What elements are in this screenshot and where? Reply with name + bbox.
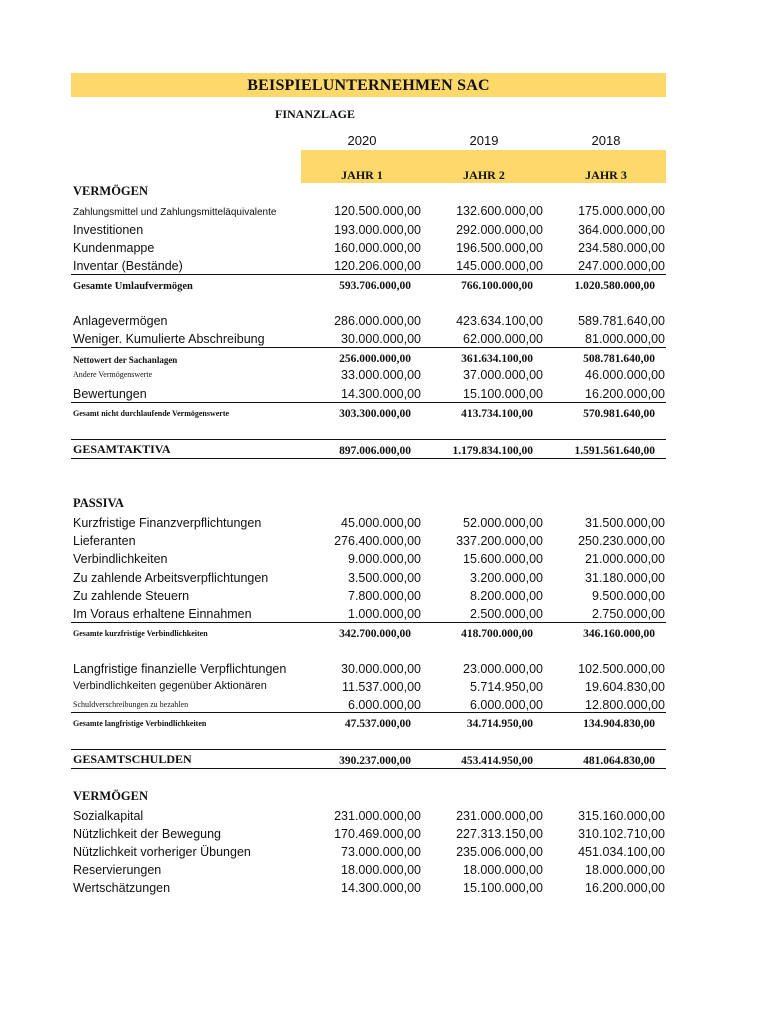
table-row <box>71 604 666 622</box>
value-2019: 337.200.000,00 <box>456 534 543 548</box>
report-title: BEISPIELUNTERNEHMEN SAC <box>71 73 666 97</box>
value-2020: 593.706.000,00 <box>339 280 411 292</box>
value-2018: 234.580.000,00 <box>578 241 665 255</box>
value-2019: 15.100.000,00 <box>463 881 543 895</box>
value-2018: 18.000.000,00 <box>585 863 665 877</box>
row-label: GESAMTAKTIVA <box>73 442 171 456</box>
row-label: Sozialkapital <box>73 809 144 823</box>
value-2018: 2.750.000,00 <box>592 607 665 621</box>
row-label: Reservierungen <box>73 863 162 877</box>
subtotal-row <box>71 347 666 366</box>
value-2018: 570.981.640,00 <box>583 408 655 420</box>
value-2018: 9.500.000,00 <box>592 589 665 603</box>
value-2019: 15.600.000,00 <box>463 552 543 566</box>
value-2020: 170.469.000,00 <box>334 827 421 841</box>
value-2018: 16.200.000,00 <box>585 387 665 401</box>
value-2018: 346.160.000,00 <box>583 628 655 640</box>
value-2018: 508.781.640,00 <box>583 353 655 365</box>
value-2018: 31.180.000,00 <box>585 571 665 585</box>
value-2019: 18.000.000,00 <box>463 863 543 877</box>
value-2019: 196.500.000,00 <box>456 241 543 255</box>
row-label: Zu zahlende Steuern <box>73 589 190 603</box>
subtotal-row <box>71 712 666 731</box>
value-2018: 364.000.000,00 <box>578 223 665 237</box>
value-2020: 7.800.000,00 <box>348 589 421 603</box>
row-label: Verbindlichkeiten gegenüber Aktionären <box>73 680 267 692</box>
row-label: Nützlichkeit vorheriger Übungen <box>73 845 251 859</box>
table-row <box>71 365 666 383</box>
table-row <box>71 824 666 842</box>
value-2020: 193.000.000,00 <box>334 223 421 237</box>
row-label: Verbindlichkeiten <box>73 552 168 566</box>
value-2019: 453.414.950,00 <box>461 755 533 767</box>
row-label: Inventar (Bestände) <box>73 259 183 273</box>
period-header: JAHR 3 <box>585 168 627 182</box>
row-label: Bewertungen <box>73 387 147 401</box>
period-header: JAHR 1 <box>341 168 383 182</box>
row-label: Anlagevermögen <box>73 314 168 328</box>
value-2020: 897.006.000,00 <box>339 445 411 457</box>
value-2019: 15.100.000,00 <box>463 387 543 401</box>
value-2019: 3.200.000,00 <box>470 571 543 585</box>
value-2019: 1.179.834.100,00 <box>452 445 533 457</box>
value-2018: 481.064.830,00 <box>583 755 655 767</box>
value-2018: 247.000.000,00 <box>578 259 665 273</box>
value-2020: 286.000.000,00 <box>334 314 421 328</box>
value-2018: 102.500.000,00 <box>578 662 665 676</box>
table-row <box>71 878 666 896</box>
value-2018: 81.000.000,00 <box>585 332 665 346</box>
row-label: Gesamte Umlaufvermögen <box>73 281 193 292</box>
value-2020: 30.000.000,00 <box>341 332 421 346</box>
row-label: Im Voraus erhaltene Einnahmen <box>73 607 252 621</box>
value-2019: 423.634.100,00 <box>456 314 543 328</box>
value-2018: 451.034.100,00 <box>578 845 665 859</box>
value-2020: 120.206.000,00 <box>334 259 421 273</box>
value-2019: 235.006.000,00 <box>456 845 543 859</box>
table-row <box>71 513 666 531</box>
subtotal-row <box>71 622 666 641</box>
table-row <box>71 549 666 567</box>
table-row <box>71 659 666 677</box>
row-label: Gesamt nicht durchlaufende Vermögenswerte <box>73 409 230 418</box>
value-2018: 21.000.000,00 <box>585 552 665 566</box>
year-header: 2019 <box>469 133 499 148</box>
row-label: Lieferanten <box>73 534 136 548</box>
value-2018: 19.604.830,00 <box>585 680 665 694</box>
row-label: Andere Vermögenswerte <box>73 370 153 379</box>
value-2018: 310.102.710,00 <box>578 827 665 841</box>
value-2020: 1.000.000,00 <box>348 607 421 621</box>
value-2019: 361.634.100,00 <box>461 353 533 365</box>
value-2019: 227.313.150,00 <box>456 827 543 841</box>
table-row <box>71 311 666 329</box>
value-2020: 14.300.000,00 <box>341 881 421 895</box>
table-row <box>71 329 666 347</box>
value-2020: 47.537.000,00 <box>344 718 411 730</box>
assets-heading: VERMÖGEN <box>73 184 148 198</box>
report-subtitle: FINANZLAGE <box>275 107 356 121</box>
row-label: Kurzfristige Finanzverpflichtungen <box>73 516 262 530</box>
value-2019: 6.000.000,00 <box>470 698 543 712</box>
value-2020: 276.400.000,00 <box>334 534 421 548</box>
value-2019: 34.714.950,00 <box>466 718 533 730</box>
row-label: GESAMTSCHULDEN <box>73 752 192 766</box>
row-label: Kundenmappe <box>73 241 155 255</box>
value-2019: 2.500.000,00 <box>470 607 543 621</box>
table-row <box>71 201 666 219</box>
row-label: Gesamte kurzfristige Verbindlichkeiten <box>73 629 208 638</box>
value-2020: 390.237.000,00 <box>339 755 411 767</box>
row-label: Langfristige finanzielle Verpflichtungen <box>73 662 287 676</box>
table-row <box>71 860 666 878</box>
value-2018: 250.230.000,00 <box>578 534 665 548</box>
value-2020: 18.000.000,00 <box>341 863 421 877</box>
row-label: Zu zahlende Arbeitsverpflichtungen <box>73 571 269 585</box>
value-2019: 145.000.000,00 <box>456 259 543 273</box>
table-row <box>71 220 666 238</box>
value-2018: 1.591.561.640,00 <box>574 445 655 457</box>
subtotal-row <box>71 274 666 293</box>
row-label: Nützlichkeit der Bewegung <box>73 827 221 841</box>
row-label: Wertschätzungen <box>73 881 171 895</box>
table-row <box>71 256 666 274</box>
value-2020: 6.000.000,00 <box>348 698 421 712</box>
row-label: Gesamte langfristige Verbindlichkeiten <box>73 719 207 728</box>
value-2020: 160.000.000,00 <box>334 241 421 255</box>
table-row <box>71 568 666 586</box>
value-2020: 303.300.000,00 <box>339 408 411 420</box>
grand-total-row <box>71 749 666 769</box>
table-row <box>71 238 666 256</box>
table-row <box>71 586 666 604</box>
value-2019: 5.714.950,00 <box>470 680 543 694</box>
table-row <box>71 531 666 549</box>
year-header: 2018 <box>591 133 621 148</box>
value-2019: 766.100.000,00 <box>461 280 533 292</box>
table-row <box>71 842 666 860</box>
table-row <box>71 677 666 695</box>
row-label: Zahlungsmittel und Zahlungsmitteläquivalente <box>73 207 277 218</box>
value-2020: 45.000.000,00 <box>341 516 421 530</box>
table-row <box>71 695 666 713</box>
table-row <box>71 806 666 824</box>
row-label: Nettowert der Sachanlagen <box>73 355 178 365</box>
value-2019: 231.000.000,00 <box>456 809 543 823</box>
value-2020: 11.537.000,00 <box>341 680 421 694</box>
value-2020: 33.000.000,00 <box>341 368 421 382</box>
value-2019: 418.700.000,00 <box>461 628 533 640</box>
value-2018: 1.020.580.000,00 <box>574 280 655 292</box>
value-2020: 14.300.000,00 <box>341 387 421 401</box>
row-label: Weniger. Kumulierte Abschreibung <box>73 332 265 346</box>
value-2020: 9.000.000,00 <box>348 552 421 566</box>
value-2018: 315.160.000,00 <box>578 809 665 823</box>
table-row <box>71 384 666 402</box>
value-2020: 120.500.000,00 <box>334 204 421 218</box>
value-2018: 175.000.000,00 <box>578 204 665 218</box>
value-2019: 23.000.000,00 <box>463 662 543 676</box>
value-2020: 3.500.000,00 <box>348 571 421 585</box>
value-2019: 37.000.000,00 <box>463 368 543 382</box>
value-2019: 8.200.000,00 <box>470 589 543 603</box>
subtotal-row <box>71 402 666 421</box>
value-2018: 46.000.000,00 <box>585 368 665 382</box>
value-2018: 16.200.000,00 <box>585 881 665 895</box>
year-header: 2020 <box>347 133 377 148</box>
value-2020: 342.700.000,00 <box>339 628 411 640</box>
value-2018: 12.800.000,00 <box>585 698 665 712</box>
grand-total-row <box>71 439 666 459</box>
value-2018: 589.781.640,00 <box>578 314 665 328</box>
value-2020: 30.000.000,00 <box>341 662 421 676</box>
value-2018: 134.904.830,00 <box>583 718 655 730</box>
value-2020: 231.000.000,00 <box>334 809 421 823</box>
period-header: JAHR 2 <box>463 168 505 182</box>
value-2019: 132.600.000,00 <box>456 204 543 218</box>
equity-heading: VERMÖGEN <box>73 789 148 803</box>
row-label: Investitionen <box>73 223 144 237</box>
value-2019: 52.000.000,00 <box>463 516 543 530</box>
value-2019: 413.734.100,00 <box>461 408 533 420</box>
value-2018: 31.500.000,00 <box>585 516 665 530</box>
value-2019: 62.000.000,00 <box>463 332 543 346</box>
liabilities-heading: PASSIVA <box>73 496 124 510</box>
value-2020: 73.000.000,00 <box>341 845 421 859</box>
value-2019: 292.000.000,00 <box>456 223 543 237</box>
row-label: Schuldverschreibungen zu bezahlen <box>73 700 189 709</box>
value-2020: 256.000.000,00 <box>339 353 411 365</box>
